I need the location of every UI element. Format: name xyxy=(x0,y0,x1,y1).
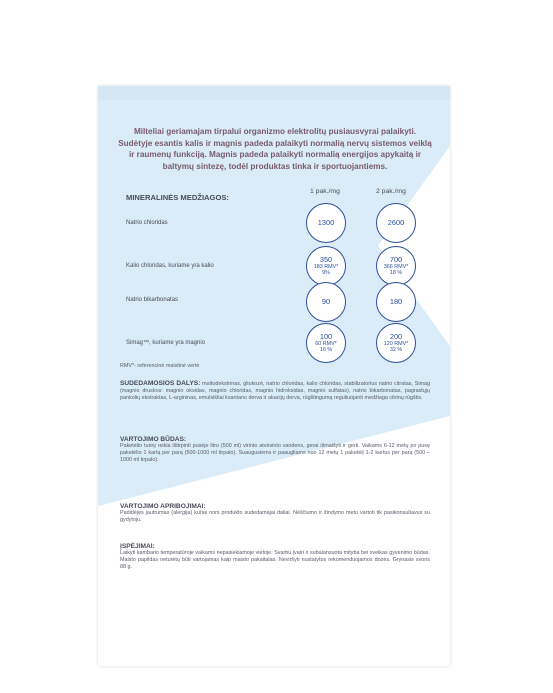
value-circle: 100 60 RMV* 16 % xyxy=(306,323,346,363)
value-circle: 2600 xyxy=(376,203,416,243)
value-circle: 350 183 RMV* 9% xyxy=(306,246,346,286)
warnings-text: Laikyti kambario temperatūroje vaikams nepasiekiamoje vietoje. Svarbu įvairi ir subalansuota mityba bei sveikas gyvenimo būdas. Maisto papildas neturėtų būti vartojamas kaip maisto pakaitalas. Neviršyti nustatytos rekomenduojamos dozės. Grynasis svoris 88 g. xyxy=(120,550,430,571)
ingredients-section xyxy=(120,380,430,402)
warnings-heading: ĮSPĖJIMAI: xyxy=(120,543,155,550)
row-label: Natrio bikarbonatas xyxy=(126,297,179,303)
warnings-section xyxy=(120,543,430,571)
column-2-heading: 2 pak./mg xyxy=(376,188,406,195)
row-label: Simag™, kuriame yra magnio xyxy=(126,340,206,346)
minerals-heading: MINERALINĖS MEDŽIAGOS: xyxy=(126,193,229,202)
restrictions-section xyxy=(120,503,430,524)
value-circle: 1300 xyxy=(306,203,346,243)
value-circle: 180 xyxy=(376,282,416,322)
ingredients-heading: SUDEDAMOSIOS DALYS: xyxy=(120,380,201,387)
product-box xyxy=(98,86,450,666)
intro-text: Milteliai geriamajam tirpalui organizmo elektrolitų pusiausvyrai palaikyti. Sudėtyje esantis kalis ir magnis padeda palaikyti normalią nervų sistemos veiklą ir raumenų funkciją. Magnis padeda palaikyti normalią energijos apykaitą ir baltymų sintezę, todėl produktas tinka ir sportuojantiems. xyxy=(118,127,432,171)
row-label: Natrio chloridas xyxy=(126,220,168,226)
usage-text: Paketėlio turinį reikia ištirpinti pusėje litro (500 ml) virinto atvėsinto vandens, gerai išmaišyti ir gerti. Vaikams 6-12 metų po pusę paketėlio 1 kartą per parą (500-1000 ml tirpalo). Suaugusiems ir paaugliams nuo 12 metų 1 paketėlį 1-2 kartus per parą (500 – 1000 ml tirpalo). xyxy=(120,443,430,464)
usage-heading: VARTOJIMO BŪDAS: xyxy=(120,436,187,443)
row-label: Kalio chloridas, kuriame yra kalio xyxy=(126,263,214,269)
restrictions-heading: VARTOJIMO APRIBOJIMAI: xyxy=(120,503,206,510)
usage-section xyxy=(120,436,430,464)
rmv-note: RMV*- referencinė maistinė vertė xyxy=(120,363,200,369)
column-1-heading: 1 pak./mg xyxy=(310,188,340,195)
value-circle: 200 120 RMV* 32 % xyxy=(376,323,416,363)
value-circle: 700 366 RMV* 18 % xyxy=(376,246,416,286)
ingredients-text: maltodekstrinas, gliukozė, natrio chloridas, kalio chloridas, stabilizatorius natrio citratas, Simag (magnio druskos: magnio oksidas, magnio chloridas, magnio hidroksidas, magnio sulfatas), natrio bikarbonatas, pagrastųjų pankolių ekstraktas, L-argininas, emulsikliai ksantano derva ir akacijų derva, rūgštingumą reguliuojanti medžiaga citrinų rūgštis. xyxy=(120,381,431,402)
restrictions-text: Padidėjęs jautrumas (alergija) kuriai nors produkto sudedamajai daliai. Nėščiumo ir žindymo metu vartoti tik pasikonsultavus su gydytoju. xyxy=(120,510,430,524)
value-circle: 90 xyxy=(306,282,346,322)
